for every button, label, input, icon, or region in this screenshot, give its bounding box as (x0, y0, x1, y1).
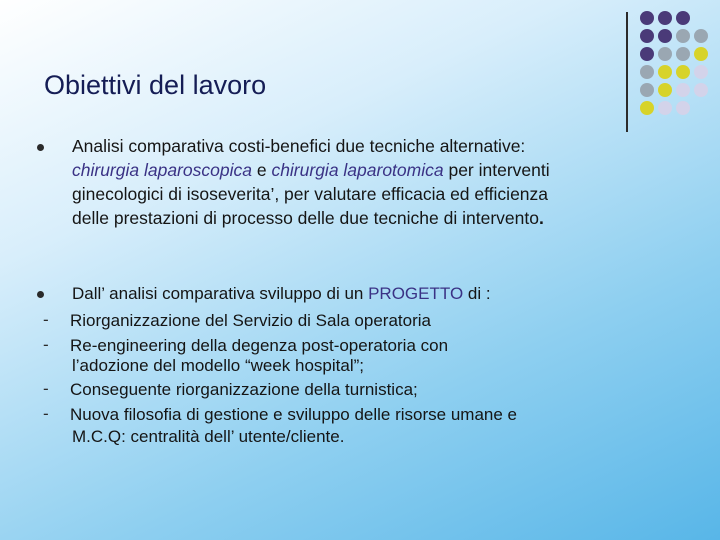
list-item-line: Re-engineering della degenza post-operatoria con (70, 336, 449, 355)
dash-bullet: - (43, 310, 49, 329)
dot (640, 11, 654, 25)
dot (694, 29, 708, 43)
dot (658, 65, 672, 79)
list-item-line: Riorganizzazione del Servizio di Sala operatoria (70, 311, 431, 330)
dot (658, 101, 672, 115)
text-line (72, 158, 672, 182)
dot (640, 47, 654, 61)
dot (658, 29, 672, 43)
dot (676, 101, 690, 115)
dot (694, 47, 708, 61)
dot (676, 83, 690, 97)
list-item (70, 310, 431, 332)
project-intro (72, 283, 491, 305)
text-line: Analisi comparativa costi-benefici due tecniche alternative: (72, 136, 526, 156)
bullet-dot-icon (37, 144, 44, 151)
text-line (72, 206, 672, 230)
decorative-dot-grid (0, 0, 720, 130)
analysis-paragraph (72, 134, 672, 230)
text-line: ginecologici di isoseverita’, per valutare efficacia ed efficienza (72, 184, 549, 204)
list-item-line: M.C.Q: centralità dell’ utente/cliente. (72, 427, 345, 446)
dot (658, 11, 672, 25)
dot (694, 65, 708, 79)
text-fragment: delle prestazioni di processo delle due tecniche di intervento (72, 208, 539, 228)
period: . (538, 208, 544, 228)
term-laparoscopica: chirurgia laparoscopica (72, 160, 252, 180)
slide-title: Obiettivi del lavoro (44, 70, 267, 100)
list-item-continuation (72, 426, 344, 448)
dot (640, 83, 654, 97)
list-item (70, 379, 418, 401)
text-fragment: di : (463, 284, 491, 303)
dash-bullet: - (43, 404, 49, 423)
dot (640, 29, 654, 43)
dot (676, 47, 690, 61)
dot (640, 101, 654, 115)
bullet-dot-icon (37, 291, 44, 298)
dash-bullet: - (43, 335, 49, 354)
dot (658, 47, 672, 61)
list-item-line: Conseguente riorganizzazione della turnistica; (70, 380, 418, 399)
project-keyword: PROGETTO (368, 284, 464, 303)
list-item-line: l’adozione del modello “week hospital”; (72, 356, 364, 375)
dash-bullet: - (43, 379, 49, 398)
list-item (70, 335, 448, 357)
conjunction: e (251, 160, 272, 180)
dot (676, 65, 690, 79)
list-item-line: Nuova filosofia di gestione e sviluppo delle risorse umane e (70, 405, 517, 424)
list-item-continuation (72, 355, 364, 377)
term-laparotomica: chirurgia laparotomica (271, 160, 444, 180)
dot (640, 65, 654, 79)
dot (658, 83, 672, 97)
dot (676, 29, 690, 43)
text-fragment: Dall’ analisi comparativa sviluppo di un (72, 284, 369, 303)
text-fragment: per interventi (443, 160, 550, 180)
list-item (70, 404, 517, 426)
dot (676, 11, 690, 25)
dot (694, 83, 708, 97)
